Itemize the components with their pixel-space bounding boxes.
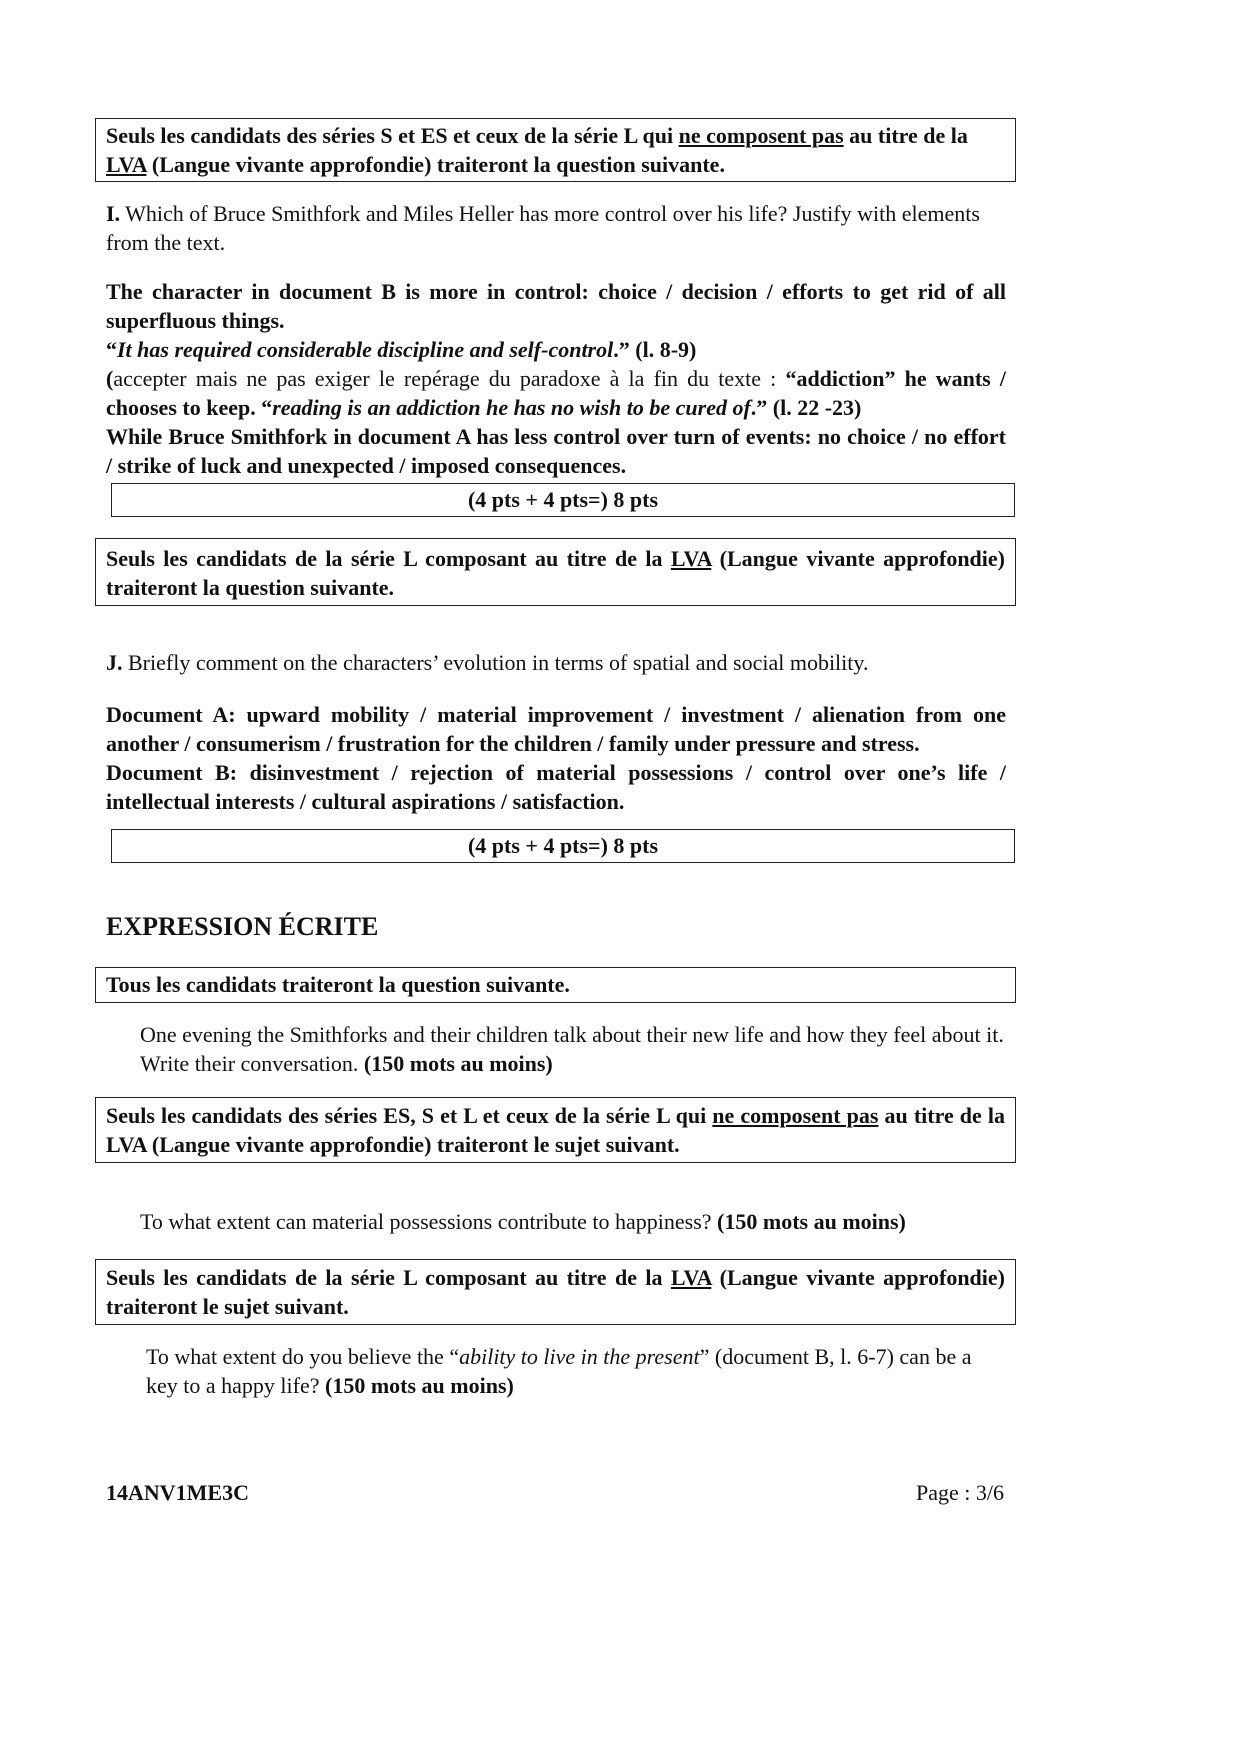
quote-italic: It has required considerable discipline and self-control xyxy=(117,337,614,362)
box1-text-a: Seuls les candidats des séries S et ES et ceux de la série L qui xyxy=(106,123,679,148)
box2-text-a: Seuls les candidats de la série L composant au titre de la xyxy=(106,546,671,571)
footer-page-number: Page : 3/6 xyxy=(916,1480,1004,1505)
prompt-2-word-count: (150 mots au moins) xyxy=(717,1209,906,1234)
prompt-3-italic: ability to live in the present xyxy=(459,1344,700,1369)
prompt-2 xyxy=(140,1207,1006,1236)
p3-italic: reading is an addiction he has no wish to be cured of xyxy=(272,395,751,420)
box1-text-c: (Langue vivante approfondie) traiteront la question suivante. xyxy=(146,152,725,177)
paren: ( xyxy=(106,366,114,391)
box1-underline-1: ne composent pas xyxy=(678,123,844,148)
prompt-3 xyxy=(146,1342,1006,1400)
box2-text-b: (Langue vivante approfondie) traiteront la question suivante. xyxy=(106,546,1005,600)
quote-close: .” (l. 8-9) xyxy=(613,337,697,362)
question-j-label: J. xyxy=(106,650,123,675)
box5-text-a: Seuls les candidats de la série L composant au titre de la xyxy=(106,1265,671,1290)
box5-underline: LVA xyxy=(670,1265,712,1290)
instruction-box-3: Tous les candidats traiteront la question suivante. xyxy=(95,967,1016,1003)
quote-open: “ xyxy=(106,337,117,362)
answer-i-paragraph-3 xyxy=(106,364,1006,422)
prompt-1-text: One evening the Smithforks and their children talk about their new life and how they feel about it. Write their conversation. xyxy=(140,1022,1004,1076)
instruction-box-1 xyxy=(95,118,1016,182)
prompt-1 xyxy=(140,1020,1006,1078)
box4-text-b: au titre de la LVA (Langue vivante approfondie) traiteront le sujet suivant. xyxy=(106,1103,1005,1157)
answer-i-paragraph-4: While Bruce Smithfork in document A has less control over turn of events: no choice / no effort / strike of luck and unexpected / imposed consequences. xyxy=(106,424,1006,478)
instruction-box-5 xyxy=(95,1259,1016,1325)
box1-text-b: au titre de la xyxy=(843,123,968,148)
box1-underline-2: LVA xyxy=(106,152,147,177)
answer-i-quote xyxy=(106,335,1006,364)
instruction-box-4 xyxy=(95,1097,1016,1163)
question-i-text: Which of Bruce Smithfork and Miles Heller has more control over his life? Justify with elements from the text. xyxy=(106,201,980,255)
box4-underline: ne composent pas xyxy=(712,1103,879,1128)
question-i xyxy=(106,199,1006,257)
question-j xyxy=(106,648,1006,677)
prompt-3-text-b: ” (document B, l. 6-7) can be a key to a happy life? xyxy=(146,1344,972,1398)
box2-underline: LVA xyxy=(670,546,712,571)
section-heading: EXPRESSION ÉCRITE xyxy=(106,912,379,941)
answer-j xyxy=(106,700,1006,816)
p3-bold: “addiction” he wants / chooses to keep. “ xyxy=(106,366,1006,420)
prompt-2-text: To what extent can material possessions contribute to happiness? xyxy=(140,1209,718,1234)
p3-normal: accepter mais ne pas exiger le repérage du paradoxe à la fin du texte : xyxy=(113,366,786,391)
box5-text-b: (Langue vivante approfondie) traiteront le sujet suivant. xyxy=(106,1265,1005,1319)
footer-code: 14ANV1ME3C xyxy=(106,1480,249,1505)
points-box-1: (4 pts + 4 pts=) 8 pts xyxy=(111,483,1015,517)
answer-i-paragraph-1: The character in document B is more in control: choice / decision / efforts to get rid of all superfluous things. xyxy=(106,279,1006,333)
box4-text-a: Seuls les candidats des séries ES, S et L et ceux de la série L qui xyxy=(106,1103,713,1128)
instruction-box-2 xyxy=(95,538,1016,606)
answer-j-paragraph-2: Document B: disinvestment / rejection of material possessions / control over one’s life / intellectual interests / cultural aspirations / satisfaction. xyxy=(106,760,1006,814)
prompt-3-text-a: To what extent do you believe the “ xyxy=(146,1344,460,1369)
p3-close: .” (l. 22 -23) xyxy=(750,395,862,420)
question-i-label: I. xyxy=(106,201,121,226)
answer-j-paragraph-1: Document A: upward mobility / material improvement / investment / alienation from one another / consumerism / frustration for the children / family under pressure and stress. xyxy=(106,702,1006,756)
prompt-3-word-count: (150 mots au moins) xyxy=(325,1373,514,1398)
prompt-1-word-count: (150 mots au moins) xyxy=(363,1051,553,1076)
points-box-2: (4 pts + 4 pts=) 8 pts xyxy=(111,829,1015,863)
answer-i xyxy=(106,277,1006,480)
question-j-text: Briefly comment on the characters’ evolution in terms of spatial and social mobility. xyxy=(122,650,869,675)
